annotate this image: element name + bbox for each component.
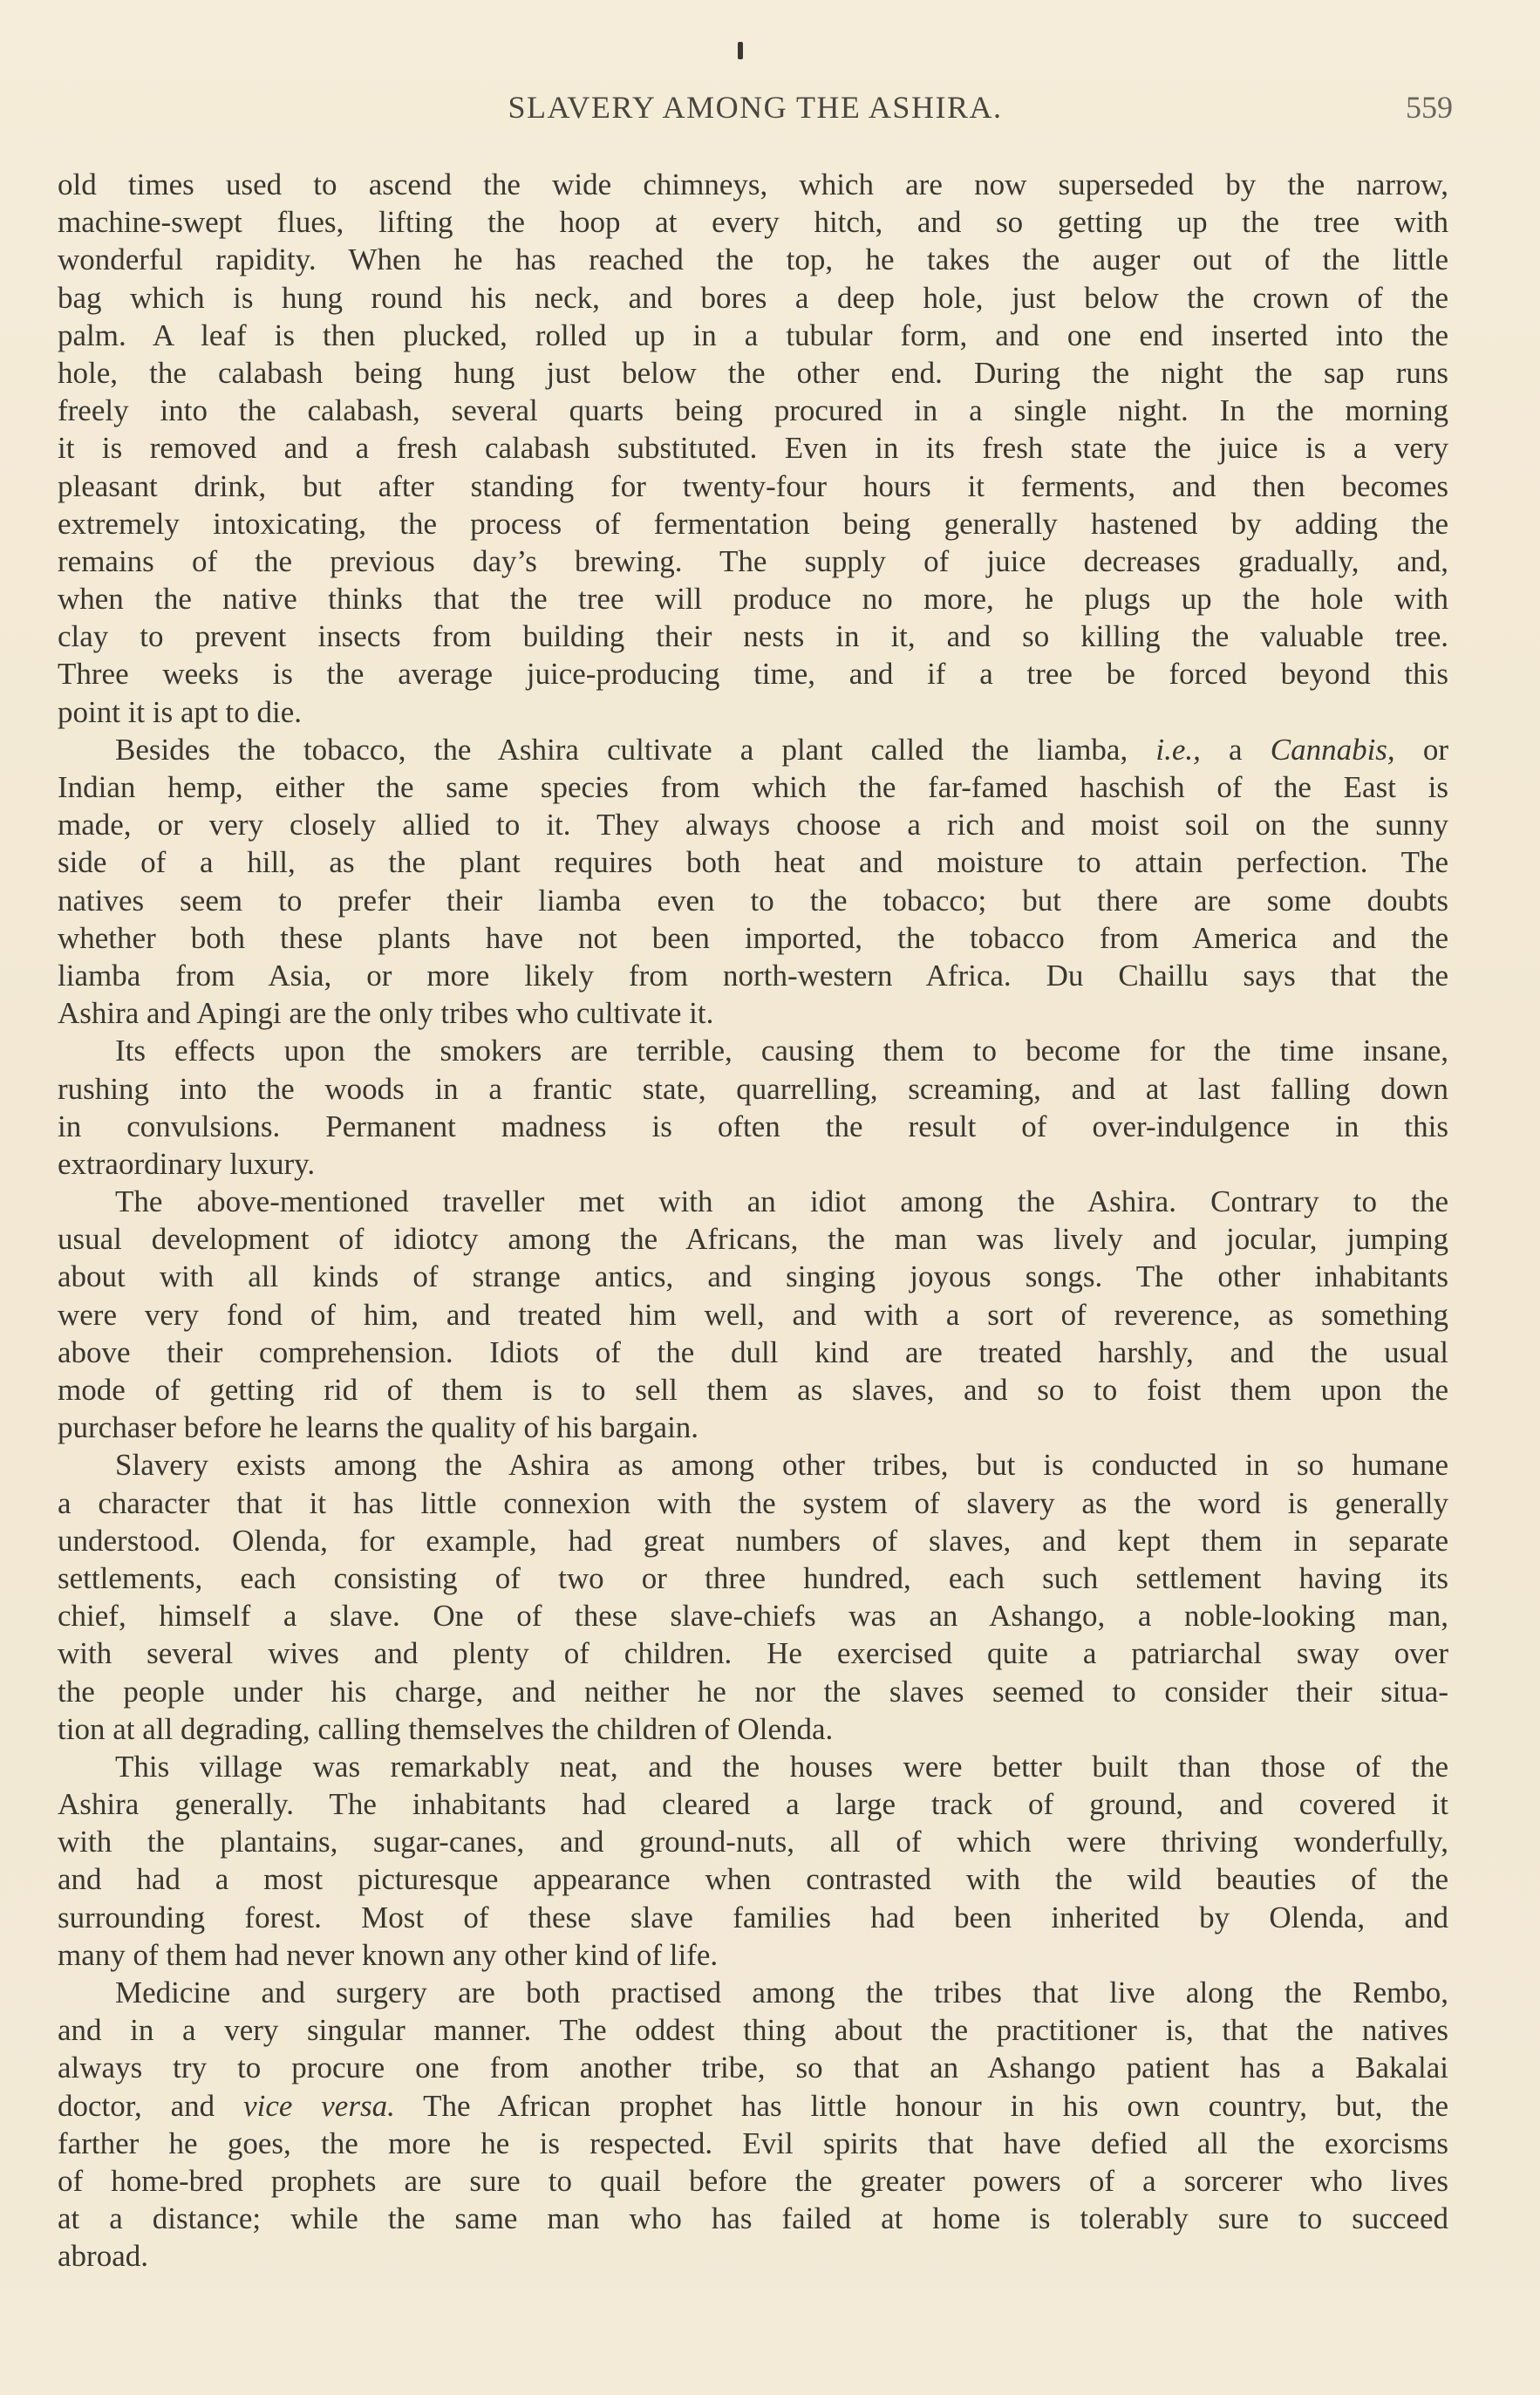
text-line: mode of getting rid of them is to sell them as slaves, and so to foist them upon the	[58, 1373, 1448, 1407]
text-line: bag which is hung round his neck, and bores a deep hole, just below the crown of the	[58, 280, 1448, 315]
text-line: wonderful rapidity. When he has reached the top, he takes the auger out of the little	[58, 242, 1448, 277]
text-line: Its effects upon the smokers are terrible, causing them to become for the time insane,	[115, 1034, 1448, 1068]
text-line: purchaser before he learns the quality of his bargain.	[58, 1410, 699, 1445]
text-line: a character that it has little connexion with the system of slavery as the word is generally	[58, 1485, 1448, 1520]
text-line: at a distance; while the same man who has failed at home is tolerably sure to succeed	[58, 2201, 1448, 2236]
text-line: tion at all degrading, calling themselves the children of Olenda.	[58, 1711, 834, 1746]
text-line: This village was remarkably neat, and the houses were better built than those of the	[115, 1749, 1448, 1784]
text-line: and had a most picturesque appearance when contrasted with the wild beauties of the	[58, 1862, 1448, 1897]
text-line: above their comprehension. Idiots of the dull kind are treated harshly, and the usual	[58, 1334, 1448, 1369]
text-line: were very fond of him, and treated him well, and with a sort of reverence, as something	[58, 1297, 1448, 1332]
text-line: extremely intoxicating, the process of fermentation being generally hastened by adding the	[58, 506, 1448, 541]
text-line: The above-mentioned traveller met with an idiot among the Ashira. Contrary to the	[115, 1184, 1448, 1219]
text-line: in convulsions. Permanent madness is often the result of over-indulgence in this	[58, 1109, 1448, 1143]
text-line: it is removed and a fresh calabash substituted. Even in its fresh state the juice is a very	[58, 431, 1448, 466]
text-line: and in a very singular manner. The oddest thing about the practitioner is, that the natives	[58, 2013, 1448, 2048]
text-line: whether both these plants have not been imported, the tobacco from America and the	[58, 920, 1448, 955]
text-line: of home-bred prophets are sure to quail before the greater powers of a sorcerer who lives	[58, 2163, 1448, 2198]
text-line: Indian hemp, either the same species from which the far-famed haschish of the East is	[58, 770, 1448, 804]
text-line: usual development of idiotcy among the Africans, the man was lively and jocular, jumping	[58, 1222, 1448, 1257]
print-mark	[738, 42, 743, 59]
text-line: doctor, and vice versa. The African prophet has little honour in his own country, but, the	[58, 2088, 1448, 2123]
text-line: settlements, each consisting of two or three hundred, each such settlement having its	[58, 1560, 1448, 1595]
text-line: rushing into the woods in a frantic state, quarrelling, screaming, and at last falling down	[58, 1071, 1448, 1106]
text-line: understood. Olenda, for example, had great numbers of slaves, and kept them in separate	[58, 1523, 1448, 1558]
text-line: Three weeks is the average juice-producing time, and if a tree be forced beyond this	[58, 657, 1448, 692]
text-line: pleasant drink, but after standing for twenty-four hours it ferments, and then becomes	[58, 468, 1448, 503]
text-line: liamba from Asia, or more likely from north-western Africa. Du Chaillu says that the	[58, 958, 1448, 993]
text-line: always try to procure one from another tribe, so that an Ashango patient has a Bakalai	[58, 2050, 1448, 2085]
text-line: extraordinary luxury.	[58, 1146, 316, 1181]
text-line: farther he goes, the more he is respected. Evil spirits that have defied all the exorcisms	[58, 2125, 1448, 2160]
text-line: point it is apt to die.	[58, 694, 302, 729]
text-line: made, or very closely allied to it. They always choose a rich and moist soil on the sunny	[58, 808, 1448, 843]
text-line: freely into the calabash, several quarts being procured in a single night. In the morning	[58, 393, 1448, 428]
text-line: side of a hill, as the plant requires both heat and moisture to attain perfection. The	[58, 845, 1448, 880]
body-text	[58, 166, 1448, 2276]
running-head	[58, 89, 1453, 133]
text-line: Ashira generally. The inhabitants had cleared a large track of ground, and covered it	[58, 1787, 1448, 1822]
text-line: with the plantains, sugar-canes, and ground-nuts, all of which were thriving wonderfully,	[58, 1825, 1448, 1859]
text-line: when the native thinks that the tree will produce no more, he plugs up the hole with	[58, 582, 1448, 617]
text-line: Ashira and Apingi are the only tribes who cultivate it.	[58, 996, 714, 1031]
running-head-title: SLAVERY AMONG THE ASHIRA.	[508, 90, 1003, 125]
text-line: palm. A leaf is then plucked, rolled up in a tubular form, and one end inserted into the	[58, 317, 1448, 352]
text-line: clay to prevent insects from building their nests in it, and so killing the valuable tree.	[58, 619, 1448, 654]
text-line: Medicine and surgery are both practised among the tribes that live along the Rembo,	[115, 1975, 1448, 2009]
text-line: abroad.	[58, 2239, 148, 2274]
text-line: old times used to ascend the wide chimneys, which are now superseded by the narrow,	[58, 167, 1448, 201]
text-line: hole, the calabash being hung just below the other end. During the night the sap runs	[58, 355, 1448, 390]
text-line: Besides the tobacco, the Ashira cultivate a plant called the liamba, i.e., a Cannabis, or	[115, 732, 1448, 767]
text-line: Slavery exists among the Ashira as among other tribes, but is conducted in so humane	[115, 1448, 1448, 1483]
text-line: surrounding forest. Most of these slave families had been inherited by Olenda, and	[58, 1900, 1448, 1934]
text-line: natives seem to prefer their liamba even to the tobacco; but there are some doubts	[58, 883, 1448, 918]
text-line: machine-swept flues, lifting the hoop at every hitch, and so getting up the tree with	[58, 205, 1448, 240]
text-line: remains of the previous day’s brewing. The supply of juice decreases gradually, and,	[58, 543, 1448, 578]
text-line: the people under his charge, and neither he nor the slaves seemed to consider their situa-	[58, 1674, 1448, 1709]
text-line: with several wives and plenty of children. He exercised quite a patriarchal sway over	[58, 1636, 1448, 1671]
text-line: about with all kinds of strange antics, and singing joyous songs. The other inhabitants	[58, 1259, 1448, 1294]
page-number: 559	[1406, 90, 1453, 125]
text-line: many of them had never known any other kind of life.	[58, 1937, 719, 1972]
text-line: chief, himself a slave. One of these slave-chiefs was an Ashango, a noble-looking man,	[58, 1599, 1448, 1634]
